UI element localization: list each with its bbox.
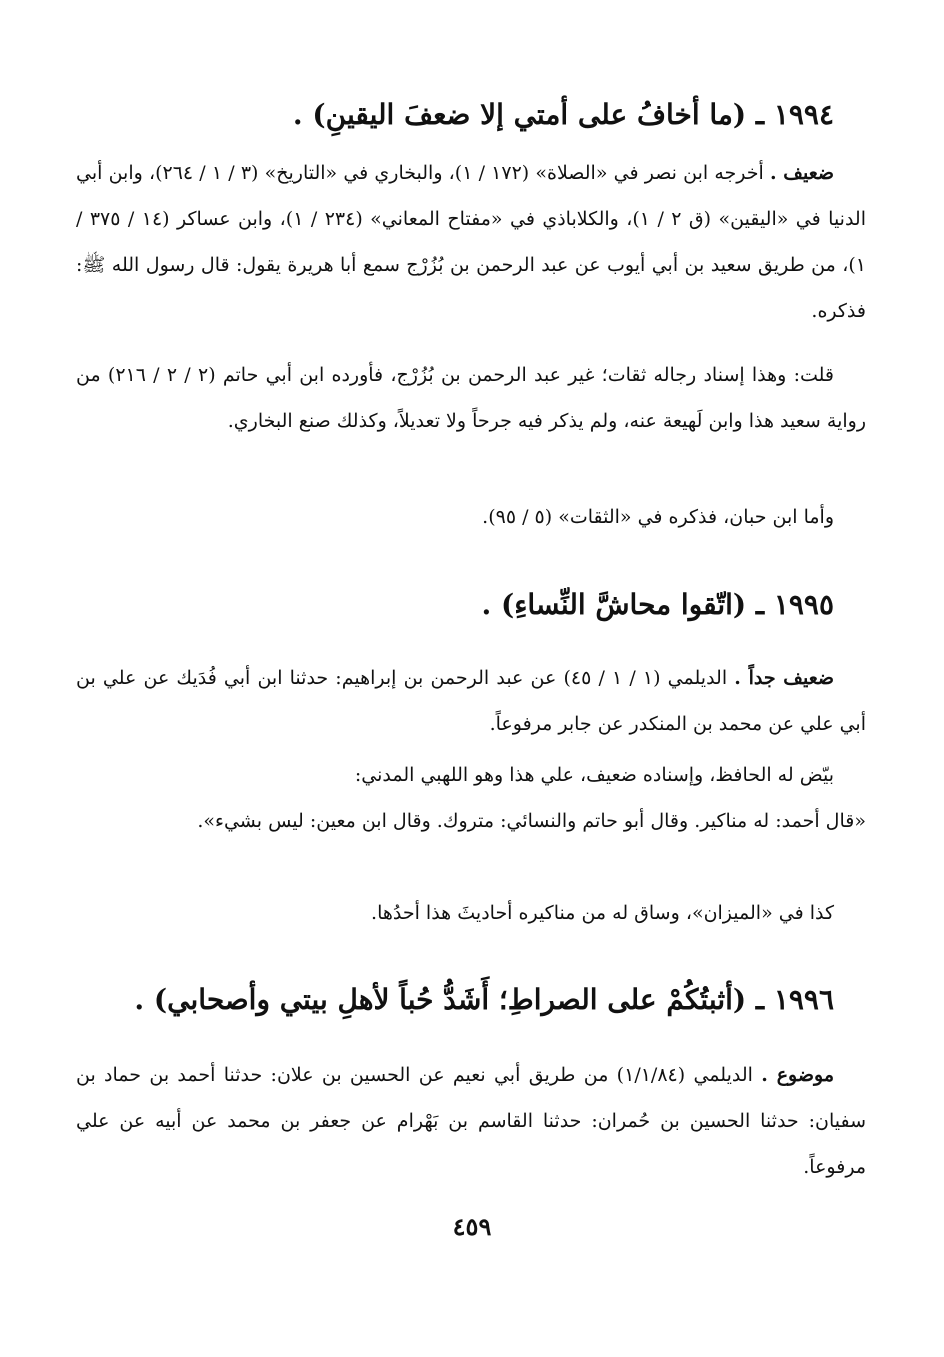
takhrij-text: الديلمي (١/١/٨٤) من طريق أبي نعيم عن الحسين بن علان: حدثنا أحمد بن حماد بن سفيان: حدثنا الحسين بن حُمران: حدثنا القاسم بن بَهْرام عن جعفر بن محمد عن أبيه عن علي مرفوعاً.	[76, 1064, 866, 1178]
hadith-1996-takhrij	[76, 1052, 866, 1192]
hadith-1994-note: وأما ابن حبان، فذكره في «الثقات» (٥ / ٩٥).	[482, 506, 834, 528]
grade-label: موضوع .	[761, 1064, 834, 1086]
hadith-1995-commentary: بيّض له الحافظ، وإسناده ضعيف، علي هذا وهو اللهبي المدني:	[354, 764, 834, 786]
takhrij-text: الديلمي (١ / ١ / ٤٥) عن عبد الرحمن بن إبراهيم: حدثنا ابن أبي فُدَيك عن علي بن أبي علي عن محمد بن المنكدر عن جابر مرفوعاً.	[76, 667, 866, 735]
hadith-1994-commentary: قلت: وهذا إسناد رجاله ثقات؛ غير عبد الرحمن بن بُزُرْج، فأورده ابن أبي حاتم (٢ / ٢ / ٢١٦) من رواية سعيد هذا وابن لَهيعة عنه، ولم يذكر فيه جرحاً ولا تعديلاً، وكذلك صنع البخاري.	[76, 364, 866, 432]
grade-label: ضعيف جداً .	[734, 667, 835, 689]
takhrij-text: أخرجه ابن نصر في «الصلاة» (١٧٢ / ١)، والبخاري في «التاريخ» (٣ / ١ / ٢٦٤)، وابن أبي الدنيا في «اليقين» (ق ٢ / ١)، والكلاباذي في «مفتاح المعاني» (٢٣٤ / ١)، وابن عساكر (١٤ / ٣٧٥ / ١)، من طريق سعيد بن أبي أيوب عن عبد الرحمن بن بُزُرْج سمع أبا هريرة يقول: قال رسول الله ﷺ: فذكره.	[76, 162, 867, 322]
hadith-1995-heading: ١٩٩٥ ـ (اتّقوا محاشَّ النِّساءِ) .	[481, 588, 834, 621]
hadith-1994-heading: ١٩٩٤ ـ (ما أخافُ على أمتي إلا ضعفَ اليقينِ) .	[292, 98, 834, 131]
hadith-1996-heading: ١٩٩٦ ـ (أثبتُكُمْ على الصراطِ؛ أَشَدُّ حُباً لأهلِ بيتي وأصحابي) .	[134, 983, 834, 1016]
hadith-1995-takhrij	[76, 655, 866, 749]
grade-label: ضعيف .	[769, 162, 834, 184]
page-number: ٤٥٩	[452, 1212, 492, 1241]
hadith-1995-note: كذا في «الميزان»، وساق له من مناكيره أحاديثَ هذا أحدُها.	[371, 902, 834, 924]
hadith-1994-takhrij	[76, 150, 866, 360]
hadith-1995-quote: «قال أحمد: له مناكير. وقال أبو حاتم والنسائي: متروك. وقال ابن معين: ليس بشيء».	[197, 810, 866, 832]
